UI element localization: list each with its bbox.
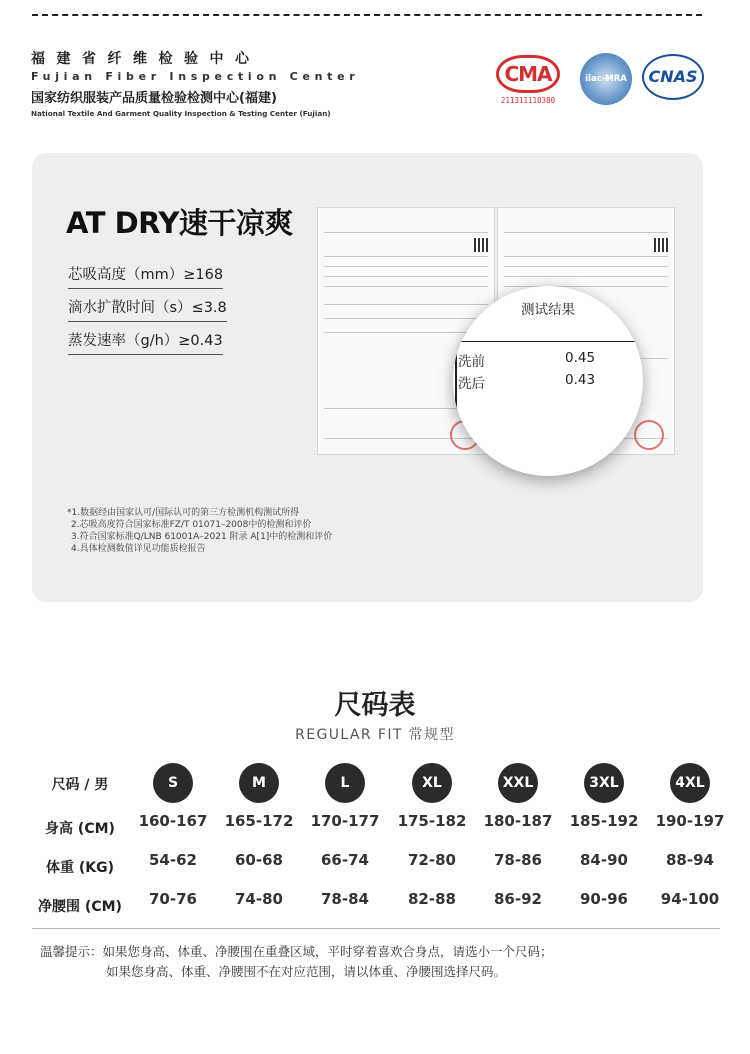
size-cell: 165-172 bbox=[224, 812, 294, 830]
org-name-en: Fujian Fiber Inspection Center bbox=[31, 70, 360, 83]
size-cell: 190-197 bbox=[655, 812, 725, 830]
qr-code-icon bbox=[654, 238, 668, 252]
size-tip-line: 如果您身高、体重、净腰围不在对应范围，请以体重、净腰围选择尺码。 bbox=[106, 964, 507, 979]
certification-logos bbox=[494, 52, 709, 112]
result-label-after-wash: 洗后 bbox=[458, 376, 485, 392]
size-cell: 90-96 bbox=[580, 890, 628, 908]
size-cell: 74-80 bbox=[235, 890, 283, 908]
size-badge: XXL bbox=[498, 763, 538, 803]
size-cell: 78-86 bbox=[494, 851, 542, 869]
size-cell: 72-80 bbox=[408, 851, 456, 869]
feature-panel bbox=[32, 153, 703, 602]
size-badge: M bbox=[239, 763, 279, 803]
size-cell: 160-167 bbox=[138, 812, 208, 830]
size-badge: 3XL bbox=[584, 763, 624, 803]
size-cell: 94-100 bbox=[660, 890, 720, 908]
top-dashed-rule bbox=[32, 14, 702, 16]
size-row-label: 体重 (KG) bbox=[45, 860, 114, 876]
size-cell: 88-94 bbox=[666, 851, 714, 869]
note-item: 2.芯吸高度符合国家标准FZ/T 01071–2008中的检测和评价 bbox=[71, 520, 312, 530]
note-item: 4.具体检测数值详见功能质检报告 bbox=[71, 544, 206, 554]
center-name-en: National Textile And Garment Quality Inspection & Testing Center (Fujian) bbox=[31, 109, 331, 118]
stamp-icon bbox=[634, 420, 664, 450]
ilac-mra-logo: ilac-MRA bbox=[580, 53, 632, 105]
size-cell: 180-187 bbox=[483, 812, 553, 830]
spec-wicking-height: 芯吸高度（mm）≥168 bbox=[68, 263, 223, 289]
test-result-magnifier bbox=[453, 286, 643, 476]
feature-title: AT DRY速干凉爽 bbox=[66, 206, 293, 240]
size-cell: 78-84 bbox=[321, 890, 369, 908]
result-value-before-wash: 0.45 bbox=[565, 350, 596, 366]
result-label-before-wash: 洗前 bbox=[458, 354, 485, 370]
size-badge: 4XL bbox=[670, 763, 710, 803]
size-cell: 66-74 bbox=[321, 851, 369, 869]
org-header bbox=[31, 48, 360, 118]
size-cell: 70-76 bbox=[149, 890, 197, 908]
test-notes bbox=[67, 507, 332, 555]
size-chart-subtitle: REGULAR FIT 常规型 bbox=[295, 727, 455, 743]
size-cell: 54-62 bbox=[149, 851, 197, 869]
size-badge: S bbox=[153, 763, 193, 803]
cma-logo bbox=[494, 55, 562, 111]
size-cell: 84-90 bbox=[580, 851, 628, 869]
center-name-cn: 国家纺织服装产品质量检验检测中心(福建) bbox=[31, 91, 277, 106]
cnas-logo: CNAS bbox=[642, 54, 704, 100]
size-badge: L bbox=[325, 763, 365, 803]
size-row-label: 净腰围 (CM) bbox=[38, 899, 122, 915]
size-cell: 86-92 bbox=[494, 890, 542, 908]
size-row-label: 身高 (CM) bbox=[45, 821, 115, 837]
spec-evaporation-rate: 蒸发速率（g/h）≥0.43 bbox=[68, 329, 223, 355]
qr-code-icon bbox=[474, 238, 488, 252]
note-item: 3.符合国家标准Q/LNB 61001A–2021 附录 A[1]中的检测和评价 bbox=[71, 532, 333, 542]
cma-number: 211311110380 bbox=[500, 96, 556, 105]
size-cell: 60-68 bbox=[235, 851, 283, 869]
org-name-cn: 福建省纤维检验中心 bbox=[31, 51, 261, 67]
size-header-label: 尺码 / 男 bbox=[51, 777, 109, 793]
result-value-after-wash: 0.43 bbox=[565, 372, 596, 388]
spec-drip-diffusion: 滴水扩散时间（s）≤3.8 bbox=[68, 296, 227, 322]
magnifier-title: 测试结果 bbox=[521, 302, 575, 318]
note-item: *1.数据经由国家认可/国际认可的第三方检测机构测试所得 bbox=[67, 508, 300, 518]
size-cell: 82-88 bbox=[408, 890, 456, 908]
size-tip-line: 温馨提示：如果您身高、体重、净腰围在重叠区域，平时穿着喜欢合身点，请选小一个尺码； bbox=[40, 944, 553, 959]
size-cell: 170-177 bbox=[310, 812, 380, 830]
size-chart-title: 尺码表 bbox=[334, 690, 416, 721]
size-cell: 185-192 bbox=[569, 812, 639, 830]
size-cell: 175-182 bbox=[397, 812, 467, 830]
tip-divider bbox=[32, 928, 720, 929]
cma-mark: CMA bbox=[496, 55, 560, 93]
size-badge: XL bbox=[412, 763, 452, 803]
